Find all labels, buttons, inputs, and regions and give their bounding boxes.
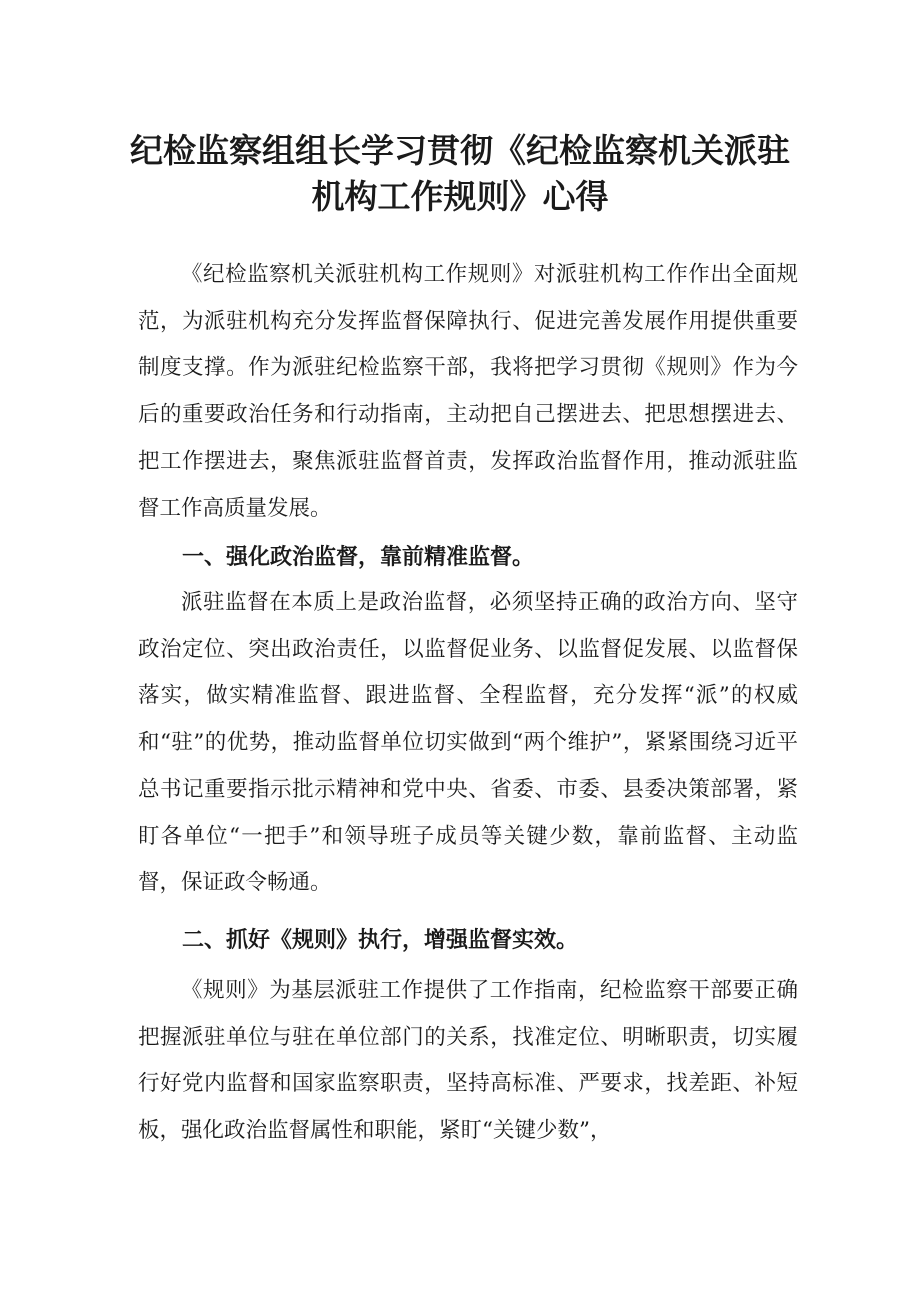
intro-paragraph: 《纪检监察机关派驻机构工作规则》对派驻机构工作作出全面规范，为派驻机构充分发挥监督保障执行、促进完善发展作用提供重要制度支撑。作为派驻纪检监察干部，我将把学习贯彻《规则》作为今后的重要政治任务和行动指南，主动把自己摆进去、把思想摆进去、把工作摆进去，聚焦派驻监督首责，发挥政治监督作用，推动派驻监督工作高质量发展。 bbox=[138, 262, 798, 521]
section-2-paragraph: 《规则》为基层派驻工作提供了工作指南，纪检监察干部要正确把握派驻单位与驻在单位部门的关系，找准定位、明晰职责，切实履行好党内监督和国家监察职责，坚持高标准、严要求，找差距、补短板，强化政治监督属性和职能，紧盯“关键少数”， bbox=[138, 978, 798, 1144]
section-heading-1: 一、强化政治监督，靠前精准监督。 bbox=[182, 545, 535, 570]
section-heading-2: 二、抓好《规则》执行，增强监督实效。 bbox=[182, 928, 579, 953]
document-title-line-1: 纪检监察组组长学习贯彻《纪检监察机关派驻 bbox=[130, 131, 790, 170]
section-1-paragraph: 派驻监督在本质上是政治监督，必须坚持正确的政治方向、坚守政治定位、突出政治责任，以监督促业务、以监督促发展、以监督保落实，做实精准监督、跟进监督、全程监督，充分发挥“派”的权威和“驻”的优势，推动监督单位切实做到“两个维护”，紧紧围绕习近平总书记重要指示批示精神和党中央、省委、市委、县委决策部署，紧盯各单位“一把手”和领导班子成员等关键少数，靠前监督、主动监督，保证政令畅通。 bbox=[138, 590, 798, 896]
document-title-line-2: 机构工作规则》心得 bbox=[311, 177, 609, 216]
